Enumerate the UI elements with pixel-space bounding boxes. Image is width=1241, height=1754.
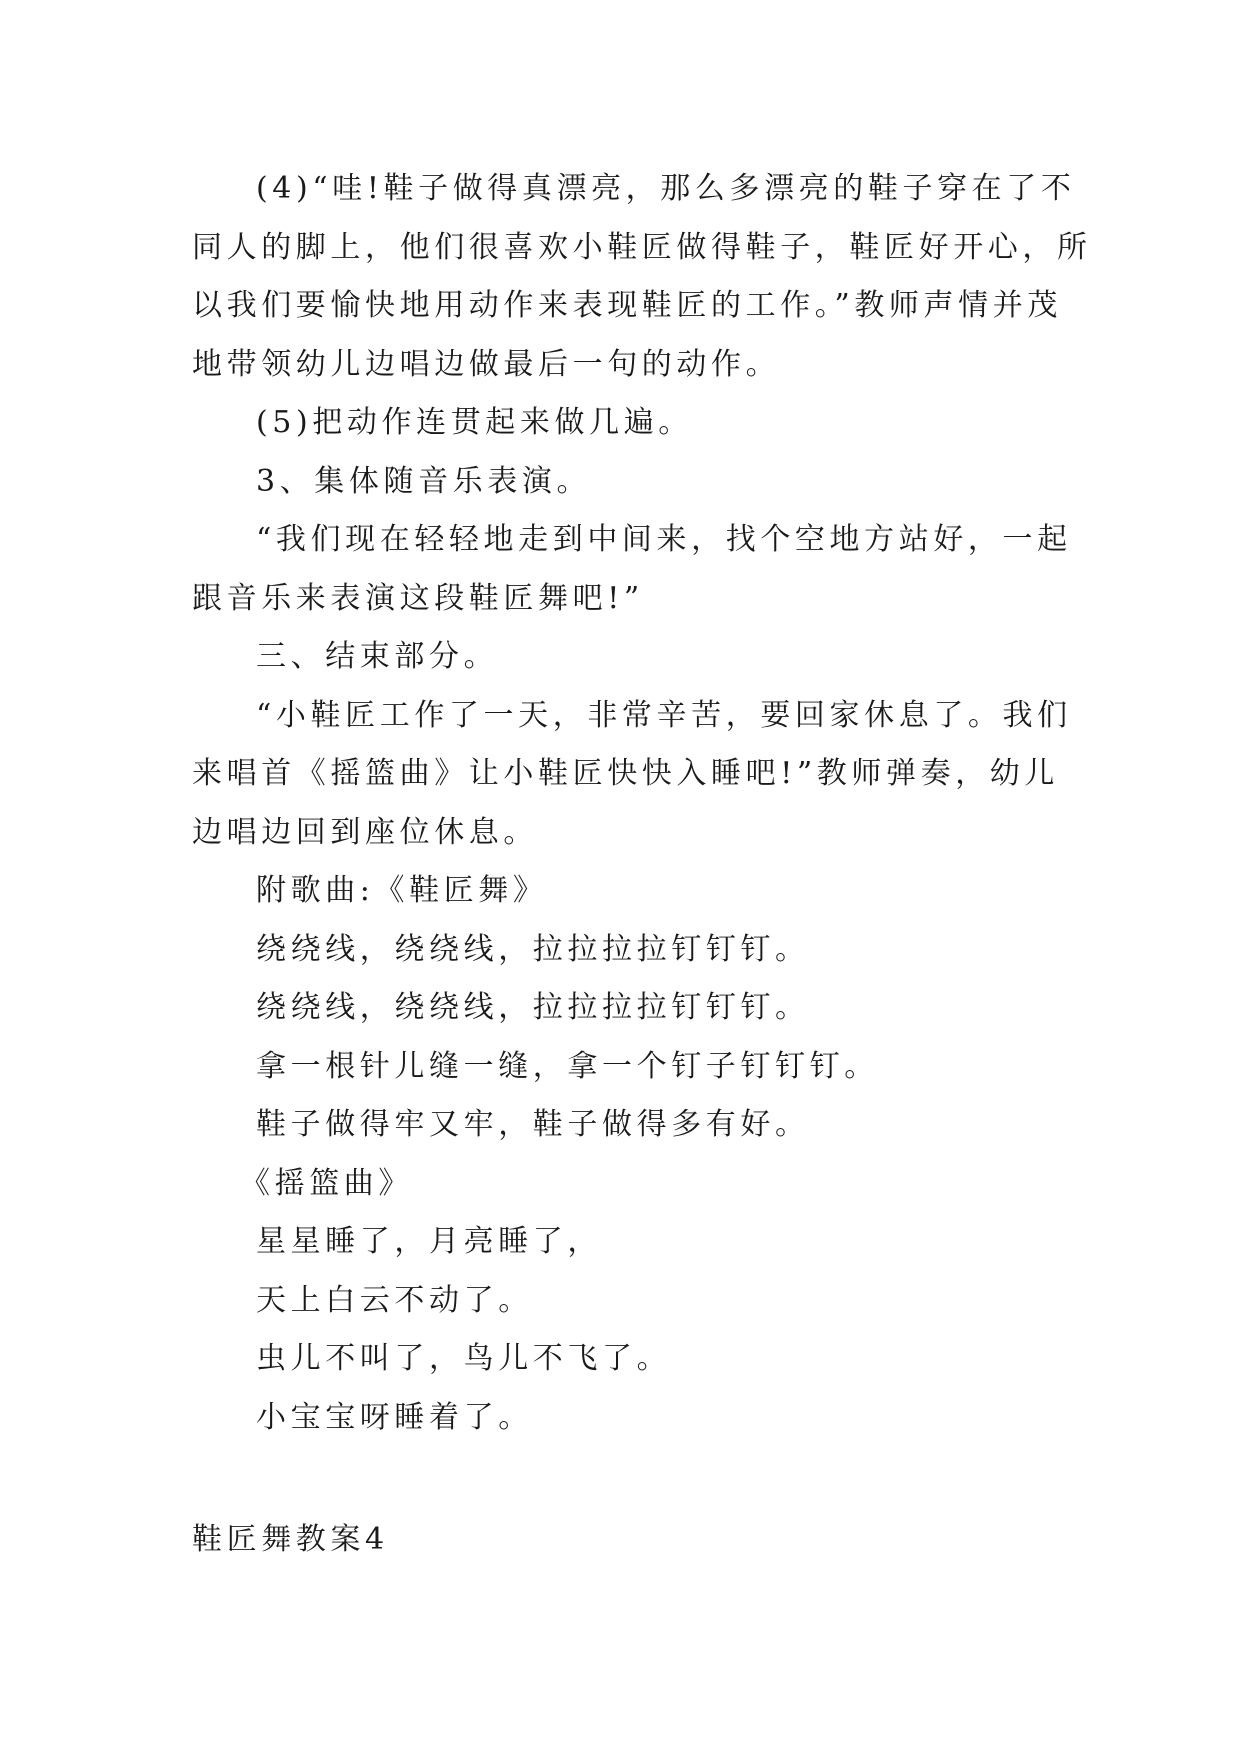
next-lesson-heading: 鞋匠舞教案4 [192, 1522, 389, 1557]
paragraph-step-4 [192, 160, 1092, 394]
lyric-line: 鞋子做得牢又牢，鞋子做得多有好。 [256, 1107, 810, 1142]
lyric-line: 绕绕线，绕绕线，拉拉拉拉钉钉钉。 [256, 990, 810, 1025]
text-line: 跟音乐来表演这段鞋匠舞吧!” [192, 580, 644, 616]
lullaby-lyrics [192, 1213, 1052, 1447]
text-line: 地带领幼儿边唱边做最后一句的动作。 [192, 346, 781, 382]
text-line: (4)“哇!鞋子做得真漂亮，那么多漂亮的鞋子穿在了不 [256, 171, 1076, 206]
section-heading-end [192, 628, 1052, 687]
text-line: 来唱首《摇篮曲》让小鞋匠快快入睡吧!”教师弹奏，幼儿 [192, 756, 1059, 791]
paragraph-quote-1 [192, 511, 1072, 628]
text-line: 3、集体随音乐表演。 [256, 463, 592, 499]
song-title [192, 862, 1052, 921]
paragraph-quote-2 [192, 687, 1072, 863]
lyric-line: 绕绕线，绕绕线，拉拉拉拉钉钉钉。 [256, 931, 810, 967]
lullaby-title [192, 1155, 1052, 1214]
lyric-line: 虫儿不叫了，鸟儿不飞了。 [256, 1341, 672, 1376]
lyric-line: 天上白云不动了。 [256, 1282, 533, 1318]
text-line: 以我们要愉快地用动作来表现鞋匠的工作。”教师声情并茂 [192, 288, 1062, 323]
text-line: “我们现在轻轻地走到中间来，找个空地方站好，一起 [256, 522, 1072, 557]
text-line: 三、结束部分。 [256, 639, 499, 674]
text-line: 同人的脚上，他们很喜欢小鞋匠做得鞋子，鞋匠好开心，所 [192, 229, 1092, 265]
paragraph-step-5 [192, 394, 1052, 453]
song-lyrics [192, 921, 1052, 1155]
lyric-line: 小宝宝呀睡着了。 [256, 1399, 533, 1435]
lyric-line: 星星睡了，月亮睡了， [256, 1224, 602, 1259]
paragraph-step-3 [192, 453, 1052, 512]
text-line: 边唱边回到座位休息。 [192, 814, 538, 850]
text-line: “小鞋匠工作了一天，非常辛苦，要回家休息了。我们 [256, 697, 1072, 733]
section-spacer [192, 1447, 1052, 1511]
text-line: 附歌曲:《鞋匠舞》 [256, 873, 548, 908]
lyric-line: 拿一根针儿缝一缝，拿一个钉子钉钉钉。 [256, 1048, 879, 1084]
text-line: (5)把动作连贯起来做几遍。 [256, 405, 693, 440]
document-body [192, 160, 1092, 1570]
text-line: 《摇篮曲》 [240, 1165, 413, 1201]
